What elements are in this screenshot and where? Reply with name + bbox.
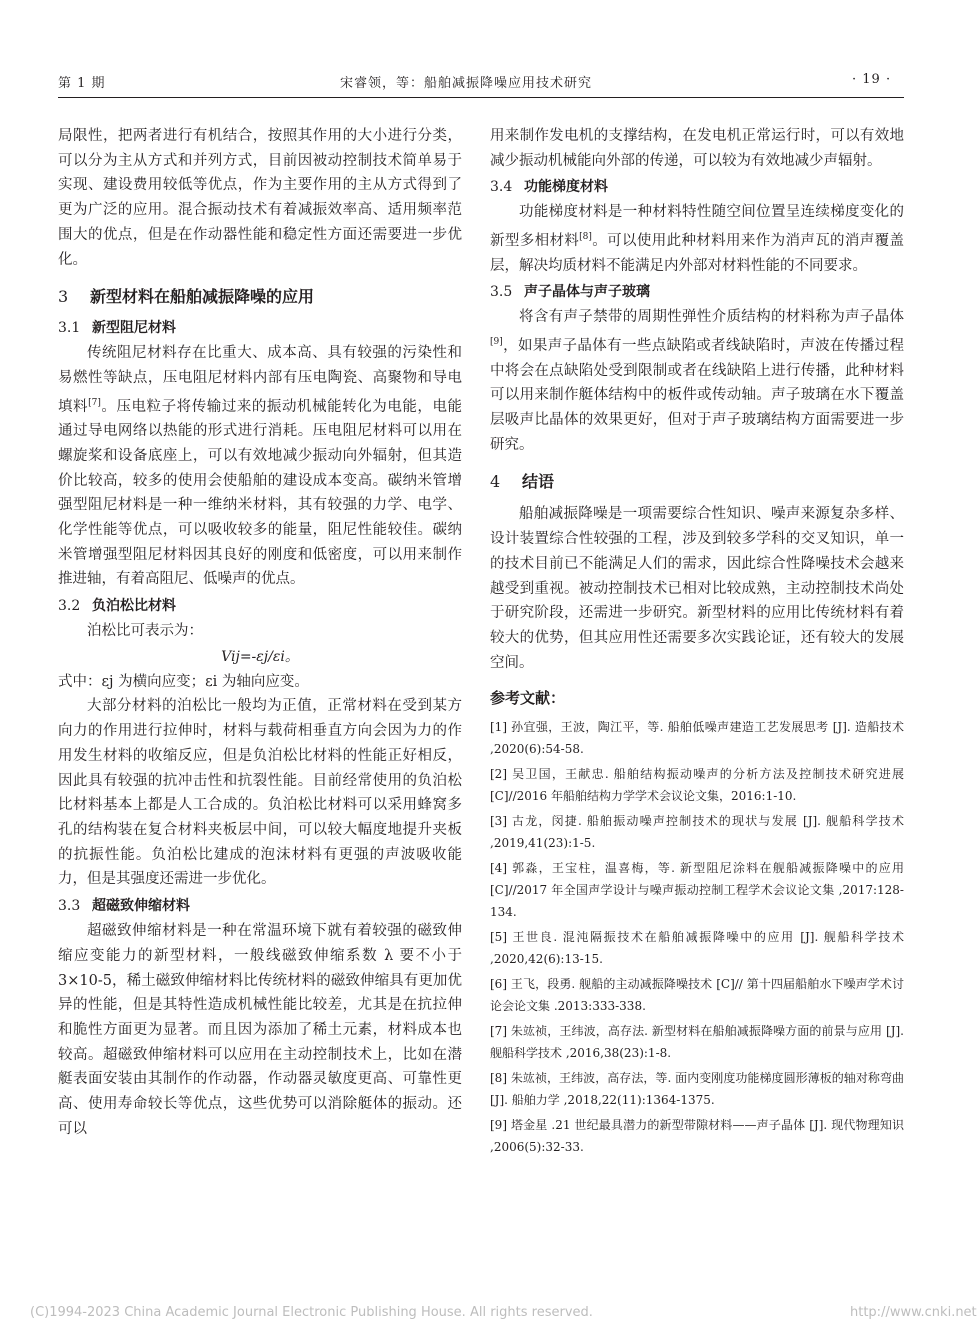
paragraph: 用来制作发电机的支撑结构，在发电机正常运行时，可以有效地减少振动机械能向外部的传递，可以较为有效地减少声辐射。 xyxy=(490,128,904,169)
text-run: ，如果声子晶体有一些点缺陷或者线缺陷时，声波在传播过程中将会在点缺陷处受到限制或者在线缺陷上进行传播，此种材料可以用来制作艇体结构中的板件或传动轴。声子玻璃在水下覆盖层吸声比晶体的效果更好，但对于声子玻璃结构方面需要进一步研究。 xyxy=(490,337,904,453)
issue-number: 第 1 期 xyxy=(58,76,106,91)
subsection-number: 3.4 xyxy=(490,179,513,196)
text-run: 功能梯度材料是一种材料特性随空间位置呈连续梯度变化的新型多相材料 xyxy=(490,204,904,249)
subsection-heading-3-2 xyxy=(58,595,462,617)
section-number: 4 xyxy=(490,472,501,492)
reference-item: [9] 塔金星 .21 世纪最具潜力的新型带隙材料——声子晶体 [J]. 现代物理知识 ,2006(5):32-33. xyxy=(490,1118,904,1155)
right-column xyxy=(490,124,904,1161)
subsection-number: 3.3 xyxy=(58,898,81,915)
subsection-number: 3.1 xyxy=(58,320,81,337)
copyright-footer xyxy=(30,1305,977,1320)
paragraph xyxy=(58,341,462,592)
page-number: · 19 · xyxy=(852,72,892,87)
section-heading-4 xyxy=(490,469,904,492)
reference-item: [3] 古龙，闵捷. 船舶振动噪声控制技术的现状与发展 [J]. 舰船科学技术 ,2019,41(23):1-5. xyxy=(490,814,904,851)
header-rule xyxy=(58,97,904,98)
subsection-title: 声子晶体与声子玻璃 xyxy=(524,284,650,301)
reference-item: [5] 王世良. 混沌隔振技术在船舶减振降噪中的应用 [J]. 舰船科学技术 ,2020,42(6):13-15. xyxy=(490,930,904,967)
subsection-heading-3-4 xyxy=(490,176,904,198)
section-title: 结语 xyxy=(522,472,555,492)
subsection-title: 超磁致伸缩材料 xyxy=(92,898,190,915)
section-number: 3 xyxy=(58,287,69,307)
section-heading-3 xyxy=(58,284,462,307)
citation[interactable]: [9] xyxy=(490,337,503,348)
reference-item: [7] 朱竑祯，王纬波，高存法. 新型材料在船舶减振降噪方面的前景与应用 [J]. 舰船科学技术 ,2016,38(23):1-8. xyxy=(490,1024,904,1061)
text-run: 。可以使用此种材料用来作为消声瓦的消声覆盖层，解决均质材料不能满足内外部对材料性能的不同要求。 xyxy=(490,232,905,274)
subsection-title: 负泊松比材料 xyxy=(92,598,176,615)
subsection-heading-3-5 xyxy=(490,281,904,303)
section-title: 新型材料在船舶减振降噪的应用 xyxy=(90,287,315,307)
reference-item: [2] 吴卫国，王献忠. 船舶结构振动噪声的分析方法及控制技术研究进展 [C]//2016 年船舶结构力学学术会议论文集，2016:1-10. xyxy=(490,767,904,804)
paragraph: 局限性，把两者进行有机结合，按照其作用的大小进行分类，可以分为主从方式和并列方式，目前因被动控制技术简单易于实现、建设费用较低等优点，作为主要作用的主从方式得到了更为广泛的应用。混合振动技术有着减振效率高、适用频率范围大的优点，但是在作动器性能和稳定性方面还需要进一步优化。 xyxy=(58,128,462,268)
subsection-number: 3.5 xyxy=(490,284,513,301)
paragraph: 超磁致伸缩材料是一种在常温环境下就有着较强的磁致伸缩应变能力的新型材料，一般线磁致伸缩系数 λ 要不小于 3×10-5，稀土磁致伸缩材料比传统材料的磁致伸缩具有更加优异的性能，但是其特性造成机械性能比较差，尤其是在抗拉伸和脆性方面更为显著。而且因为添加了稀土元素，材料成本也较高。超磁致伸缩材料可以应用在主动控制技术上，比如在潜艇表面安装由其制作的作动器，作动器灵敏度更高、可靠性更高、使用寿命较长等优点，这些优势可以消除艇体的振动。还可以 xyxy=(58,923,462,1137)
text-run: 将含有声子禁带的周期性弹性介质结构的材料称为声子晶体 xyxy=(519,309,904,326)
running-title: 宋睿领，等：船舶减振降噪应用技术研究 xyxy=(340,76,593,91)
subsection-number: 3.2 xyxy=(58,598,81,615)
citation[interactable]: [8] xyxy=(579,232,592,243)
paragraph: 大部分材料的泊松比一般均为正值，正常材料在受到某方向力的作用进行拉伸时，材料与载荷相垂直方向会因为力的作用发生材料的收缩反应，但是负泊松比材料的性能正好相反，因此具有较强的抗冲击性和抗裂性能。目前经常使用的负泊松比材料基本上都是人工合成的。负泊松比材料可以采用蜂窝多孔的结构装在复合材料夹板层中间，可以较大幅度地提升夹板的抗振性能。负泊松比建成的泡沫材料有更强的声波吸收能力，但是其强度还需进一步优化。 xyxy=(58,698,462,888)
paragraph: 船舶减振降噪是一项需要综合性知识、噪声来源复杂多样、设计装置综合性较强的工程，涉及到较多学科的交叉知识，单一的技术目前已不能满足人们的需求，因此综合性降噪技术会越来越受到重视。被动控制技术已相对比较成熟，主动控制技术尚处于研究阶段，还需进一步研究。新型材料的应用比传统材料有着较大的优势，但其应用性还需要多次实践论证，还有较大的发展空间。 xyxy=(490,506,904,671)
copyright-text: (C)1994-2023 China Academic Journal Electronic Publishing House. All rights reserved. xyxy=(30,1305,593,1320)
subsection-heading-3-3 xyxy=(58,895,462,917)
reference-item: [8] 朱竑祯，王纬波，高存法，等. 面内变刚度功能梯度圆形薄板的轴对称弯曲 [J]. 船舶力学 ,2018,22(11):1364-1375. xyxy=(490,1071,904,1108)
reference-item: [1] 孙宜强，王波，陶江平，等. 船舶低噪声建造工艺发展思考 [J]. 造船技术 ,2020(6):54-58. xyxy=(490,720,904,757)
publisher-url[interactable]: http://www.cnki.net xyxy=(850,1305,977,1320)
paragraph xyxy=(490,200,904,278)
text-run: 。压电粒子将传输过来的振动机械能转化为电能，电能通过导电网络以热能的形式进行消耗。压电阻尼材料可以用在螺旋桨和设备底座上，可以有效地减少振动向外辐射，但其造价比较高，较多的使用会使船舶的建设成本变高。碳纳米管增强型阻尼材料是一种一维纳米材料，其有较强的力学、电学、化学性能等优点，可以吸收较多的能量，阻尼性能较佳。碳纳米管增强型阻尼材料因其良好的刚度和低密度，可以用来制作推进轴，有着高阻尼、低噪声的优点。 xyxy=(58,398,463,588)
references-heading: 参考文献： xyxy=(490,689,566,708)
reference-item: [4] 郭淼，王宝柱，温喜梅，等. 新型阻尼涂料在舰船减振降噪中的应用 [C]//2017 年全国声学设计与噪声振动控制工程学术会议论文集 ,2017:128-134. xyxy=(490,861,904,920)
reference-item: [6] 王飞，段勇. 舰船的主动减振降噪技术 [C]// 第十四届船舶水下噪声学术讨论会论文集 .2013:333-338. xyxy=(490,977,904,1014)
citation[interactable]: [7] xyxy=(88,397,101,408)
paragraph xyxy=(490,305,904,457)
paragraph: 式中：εj 为横向应变；εi 为轴向应变。 xyxy=(58,673,309,690)
text-run: 传统阻尼材料存在比重大、成本高、具有较强的污染性和易燃性等缺点，压电阻尼材料内部有压电陶瓷、高聚物和导电填料 xyxy=(58,345,462,415)
reference-list xyxy=(490,716,904,1158)
equation: Vij=-εj/εi。 xyxy=(221,648,299,665)
subsection-heading-3-1 xyxy=(58,317,462,339)
subsection-title: 新型阻尼材料 xyxy=(92,320,176,337)
left-column xyxy=(58,124,462,1141)
subsection-title: 功能梯度材料 xyxy=(524,179,608,196)
paragraph: 泊松比可表示为： xyxy=(87,623,203,640)
